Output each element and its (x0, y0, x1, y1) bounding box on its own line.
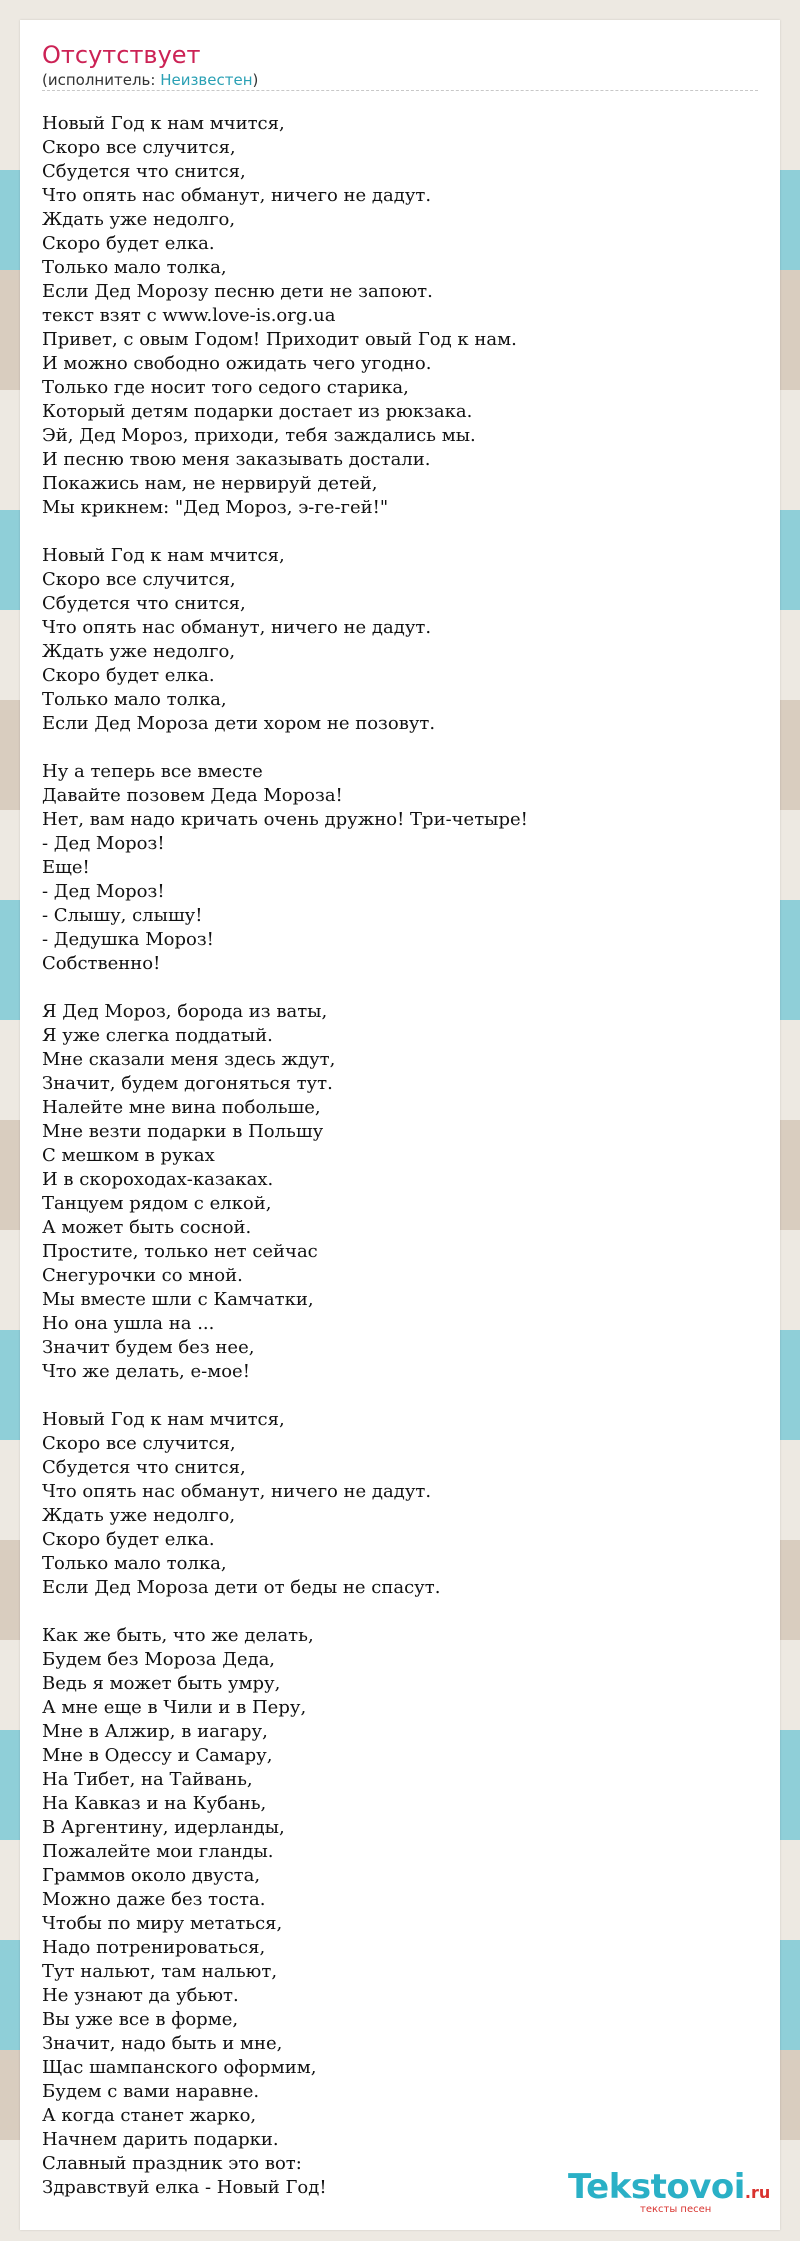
lyric-line: Если Дед Мороза дети хором не позовут. (42, 713, 436, 734)
lyric-line: Славный праздник это вот: (42, 2153, 302, 2174)
lyric-line: Ждать уже недолго, (42, 209, 236, 230)
lyric-line: Новый Год к нам мчится, (42, 1409, 285, 1430)
lyric-line: На Тибет, на Тайвань, (42, 1769, 253, 1790)
lyric-line: Снегурочки со мной. (42, 1265, 243, 1286)
lyric-line: Тут нальют, там нальют, (42, 1961, 278, 1982)
lyric-line: Мне в Алжир, в иагару, (42, 1721, 268, 1742)
lyric-line: Если Дед Мороза дети от беды не спасут. (42, 1577, 441, 1598)
lyric-line: Надо потренироваться, (42, 1937, 266, 1958)
lyric-line: Значит будем без нее, (42, 1337, 255, 1358)
lyric-line: Налейте мне вина побольше, (42, 1097, 321, 1118)
lyric-line: Скоро будет елка. (42, 1529, 215, 1550)
stanza-break (42, 1600, 762, 1624)
lyric-line: Только мало толка, (42, 1553, 227, 1574)
lyric-line: Чтобы по миру метаться, (42, 1913, 283, 1934)
logo-name: Tekstovoi (568, 2167, 745, 2207)
lyric-line: Скоро все случится, (42, 569, 236, 590)
lyric-line: С мешком в руках (42, 1145, 215, 1166)
lyric-line: И в скороходах-казаках. (42, 1169, 274, 1190)
lyric-line: Я уже слегка поддатый. (42, 1025, 273, 1046)
lyric-line: Только мало толка, (42, 257, 227, 278)
song-title: Отсутствует (42, 41, 201, 69)
lyric-line: Сбудется что снится, (42, 161, 246, 182)
lyric-line: Ведь я может быть умру, (42, 1673, 281, 1694)
artist-link[interactable]: Неизвестен (160, 71, 253, 89)
lyric-line: Танцуем рядом с елкой, (42, 1193, 272, 1214)
lyric-line: В Аргентину, идерланды, (42, 1817, 285, 1838)
lyric-line: Я Дед Мороз, борода из ваты, (42, 1001, 328, 1022)
lyric-line: Только где носит того седого старика, (42, 377, 409, 398)
lyric-line: И можно свободно ожидать чего угодно. (42, 353, 432, 374)
lyric-line: Щас шампанского оформим, (42, 2057, 317, 2078)
lyric-line: - Дед Мороз! (42, 881, 165, 902)
lyric-line: Что опять нас обманут, ничего не дадут. (42, 185, 432, 206)
lyrics-text (42, 112, 762, 2200)
lyric-line: Будем с вами наравне. (42, 2081, 260, 2102)
lyric-line: Который детям подарки достает из рюкзака. (42, 401, 473, 422)
stanza-break (42, 520, 762, 544)
artist-line (42, 70, 258, 90)
lyric-line: А когда станет жарко, (42, 2105, 257, 2126)
lyric-line: Скоро все случится, (42, 1433, 236, 1454)
lyric-line: Но она ушла на ... (42, 1313, 215, 1334)
artist-suffix: ) (252, 71, 259, 89)
lyric-line: Значит, надо быть и мне, (42, 2033, 283, 2054)
lyric-line: Что опять нас обманут, ничего не дадут. (42, 617, 432, 638)
lyric-line: Значит, будем догоняться тут. (42, 1073, 333, 1094)
lyric-line: А может быть сосной. (42, 1217, 252, 1238)
lyric-line: Будем без Мороза Деда, (42, 1649, 276, 1670)
lyric-line: Новый Год к нам мчится, (42, 113, 285, 134)
lyric-line: Что опять нас обманут, ничего не дадут. (42, 1481, 432, 1502)
lyric-line: - Слышу, слышу! (42, 905, 203, 926)
lyric-line: Что же делать, е-мое! (42, 1361, 250, 1382)
lyric-line: - Дед Мороз! (42, 833, 165, 854)
lyric-line: А мне еще в Чили и в Перу, (42, 1697, 307, 1718)
lyric-line: Не узнают да убьют. (42, 1985, 239, 2006)
lyric-line: Вы уже все в форме, (42, 2009, 239, 2030)
lyric-line: Мне везти подарки в Польшу (42, 1121, 324, 1142)
logo-tagline: тексты песен (640, 2204, 712, 2215)
lyric-line: Только мало толка, (42, 689, 227, 710)
lyric-line: Собственно! (42, 953, 161, 974)
stanza-break (42, 976, 762, 1000)
lyric-line: Новый Год к нам мчится, (42, 545, 285, 566)
lyric-line: Мы вместе шли с Камчатки, (42, 1289, 314, 1310)
lyric-line: Начнем дарить подарки. (42, 2129, 279, 2150)
lyric-line: Граммов около двуста, (42, 1865, 261, 1886)
lyric-line: Скоро будет елка. (42, 665, 215, 686)
lyric-line: Сбудется что снится, (42, 593, 246, 614)
lyric-line: Привет, с овым Годом! Приходит овый Год к нам. (42, 329, 517, 350)
lyric-line: Скоро будет елка. (42, 233, 215, 254)
stanza-break (42, 1384, 762, 1408)
stanza-break (42, 736, 762, 760)
lyric-line: Нет, вам надо кричать очень дружно! Три-четыре! (42, 809, 528, 830)
lyric-line: Эй, Дед Мороз, приходи, тебя заждались мы. (42, 425, 476, 446)
lyric-line: Как же быть, что же делать, (42, 1625, 314, 1646)
lyric-line: Ну а теперь все вместе (42, 761, 263, 782)
logo-tld: .ru (744, 2183, 771, 2202)
lyric-line: текст взят с www.love-is.org.ua (42, 305, 336, 326)
lyric-line: Простите, только нет сейчас (42, 1241, 318, 1262)
lyric-line: Давайте позовем Деда Мороза! (42, 785, 343, 806)
lyric-line: Сбудется что снится, (42, 1457, 246, 1478)
lyric-line: Пожалейте мои гланды. (42, 1841, 274, 1862)
lyric-line: Ждать уже недолго, (42, 1505, 236, 1526)
lyric-line: Если Дед Морозу песню дети не запоют. (42, 281, 433, 302)
lyric-line: - Дедушка Мороз! (42, 929, 214, 950)
lyric-line: Можно даже без тоста. (42, 1889, 266, 1910)
lyric-line: Покажись нам, не нервируй детей, (42, 473, 378, 494)
lyric-line: Мне сказали меня здесь ждут, (42, 1049, 336, 1070)
lyrics-card (20, 20, 780, 2230)
lyric-line: Здравствуй елка - Новый Год! (42, 2177, 327, 2198)
lyric-line: Мне в Одессу и Самару, (42, 1745, 273, 1766)
lyric-line: Скоро все случится, (42, 137, 236, 158)
lyric-line: Еще! (42, 857, 90, 878)
lyric-line: Мы крикнем: "Дед Мороз, э-ге-гей!" (42, 497, 389, 518)
artist-prefix: (исполнитель: (42, 71, 161, 89)
title-divider (42, 90, 758, 91)
lyric-line: Ждать уже недолго, (42, 641, 236, 662)
lyric-line: На Кавказ и на Кубань, (42, 1793, 267, 1814)
site-logo[interactable] (568, 2168, 788, 2218)
lyric-line: И песню твою меня заказывать достали. (42, 449, 431, 470)
